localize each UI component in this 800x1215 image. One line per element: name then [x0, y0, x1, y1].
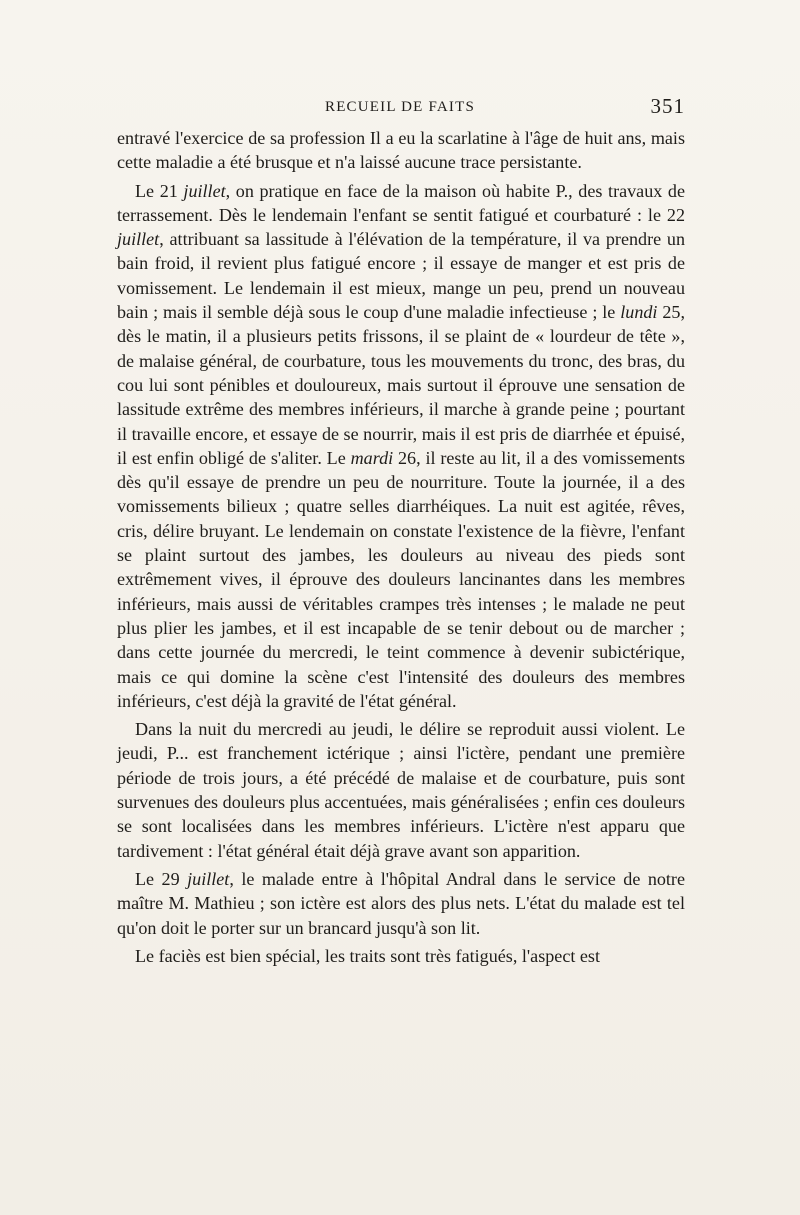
- paragraph-text: Le 21: [135, 180, 184, 201]
- paragraph-text: Dans la nuit du mercredi au jeudi, le délire se reproduit aussi violent. Le jeudi, P... est franchement ictérique ; ainsi l'ictère, pendant une première période de trois jours, a été précédé de malaise et de courbature, puis sont survenues des douleurs plus accentuées, mais généralisées ; enfin ces douleurs se sont localisées dans les membres inférieurs. L'ictère n'est apparu que tardivement : l'état général était déjà grave avant son apparition.: [117, 719, 685, 861]
- paragraph: [117, 944, 685, 968]
- paragraph-text: , attribuant sa lassitude à l'élévation de la température, il va prendre un bain froid, il revient plus fatigué encore ; il essaye de manger et est pris de vomissement. Le lendemain il est mieux, mange un peu, prend un nouveau bain ; mais il semble déjà sous le coup d'une maladie infectieuse ; le: [117, 229, 685, 323]
- weekday: mardi: [350, 447, 394, 468]
- paragraph: [117, 126, 685, 175]
- weekday: lundi: [620, 302, 658, 323]
- date-month: juillet: [183, 180, 226, 201]
- paragraph-text: 26, il reste au lit, il a des vomissements dès qu'il essaye de prendre un peu de nourriture. Toute la journée, il a des vomissements bilieux ; quatre selles diarrhéiques. La nuit est agitée, rêves, cris, délire bruyant. Le lendemain on constate l'existence de la fièvre, l'enfant se plaint surtout des jambes, les douleurs au niveau des pieds sont extrêmement vives, il éprouve des douleurs lancinantes dans les membres inférieurs, mais aussi de véritables crampes très intenses ; le malade ne peut plus plier les jambes, et il est incapable de se tenir debout ou de marcher ; dans cette journée du mercredi, le teint commence à devenir subictérique, mais ce qui domine la scène c'est l'intensité des douleurs des membres inférieurs, c'est déjà la gravité de l'état général.: [117, 447, 685, 711]
- paragraph: [117, 179, 685, 714]
- running-header: [115, 92, 685, 124]
- paragraph: [117, 867, 685, 940]
- running-title: RECUEIL DE FAITS: [324, 99, 476, 115]
- date-month: juillet: [117, 229, 160, 250]
- paragraph-text: Le 29: [135, 868, 188, 889]
- body-text: [117, 126, 685, 968]
- paragraph-text: Le faciès est bien spécial, les traits sont très fatigués, l'aspect est: [135, 945, 600, 966]
- page-number: 351: [650, 94, 685, 118]
- paragraph-text: entravé l'exercice de sa profession Il a eu la scarlatine à l'âge de huit ans, mais cette maladie a été brusque et n'a laissé aucune trace persistante.: [117, 128, 685, 173]
- paragraph-text: 25, dès le matin, il a plusieurs petits frissons, il se plaint de « lourdeur de tête », de malaise général, de courbature, tous les mouvements du tronc, des bras, du cou lui sont pénibles et douloureux, mais surtout il éprouve une sensation de lassitude extrême des membres inférieurs, il marche à grande peine ; pourtant il travaille encore, et essaye de se nourrir, mais il est pris de diarrhée et épuisé, il est enfin obligé de s'aliter. Le: [117, 302, 686, 468]
- date-month: juillet: [187, 868, 230, 889]
- paragraph-text: , on pratique en face de la maison où habite P., des travaux de terrassement. Dès le lendemain l'enfant se sentit fatigué et courbaturé : le 22: [117, 180, 685, 225]
- paragraph-text: , le malade entre à l'hôpital Andral dans le service de notre maître M. Mathieu ; son ictère est alors des plus nets. L'état du malade est tel qu'on doit le porter sur un brancard jusqu'à son lit.: [117, 868, 685, 938]
- paragraph: [117, 717, 685, 863]
